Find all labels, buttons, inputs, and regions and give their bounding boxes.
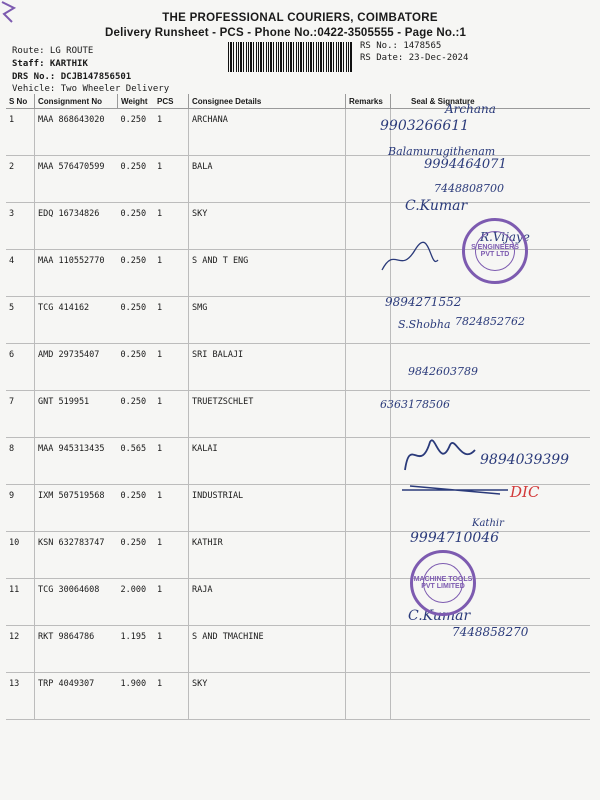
cell-consignee: RAJA [189,579,346,626]
cell-remarks [346,626,391,673]
cell-weight: 0.250 [118,156,155,203]
cell-remarks [346,673,391,720]
cell-consignment-no: MAA 576470599 [35,156,118,203]
cell-pcs: 1 [154,532,189,579]
company-seal-stamp-2 [410,550,476,616]
table-header-row [6,94,590,109]
vehicle-label: Vehicle: Two Wheeler Delivery [12,84,170,94]
drs-number: DRS No.: DCJB147856501 [12,72,132,82]
cell-consignee: KALAI [189,438,346,485]
signature-5: 9894271552 [385,295,462,309]
signature-4: R.Vijaye [480,230,530,244]
cell-sno: 9 [6,485,35,532]
cell-consignee: SKY [189,673,346,720]
company-seal-stamp [462,218,528,284]
signature-7: 9842603789 [408,365,478,378]
cell-pcs: 1 [154,626,189,673]
signature-6-name: S.Shobha [398,318,451,331]
col-remarks: Remarks [346,94,391,109]
struck-out-scribble [400,482,510,498]
signature-2-phone: 9994464071 [424,157,507,172]
cell-remarks [346,438,391,485]
cell-consignment-no: TRP 4049307 [35,673,118,720]
cell-weight: 0.250 [118,485,155,532]
cell-weight: 1.900 [118,673,155,720]
cell-pcs: 1 [154,485,189,532]
col-seal-signature: Seal & Signature [391,94,591,109]
cell-pcs: 1 [154,579,189,626]
table-row [6,579,590,626]
cell-sno: 2 [6,156,35,203]
document-subtitle: Delivery Runsheet - PCS - Phone No.:0422-3505555 - Page No.:1 [105,27,467,39]
cell-weight: 0.250 [118,203,155,250]
cell-consignment-no: MAA 110552770 [35,250,118,297]
cell-consignee: KATHIR [189,532,346,579]
cell-weight: 0.250 [118,532,155,579]
cell-consignment-no: AMD 29735407 [35,344,118,391]
signature-1-phone: 9903266611 [380,118,470,134]
cell-weight: 1.195 [118,626,155,673]
cell-pcs: 1 [154,203,189,250]
signature-11-phone: 9994710046 [410,530,500,546]
signature-8: 6363178506 [380,398,450,411]
cell-consignment-no: EDQ 16734826 [35,203,118,250]
cell-remarks [346,579,391,626]
signature-1-name: Archana [445,102,496,116]
cell-pcs: 1 [154,156,189,203]
cell-consignment-no: RKT 9864786 [35,626,118,673]
cell-pcs: 1 [154,391,189,438]
cell-remarks [346,344,391,391]
cell-weight: 0.250 [118,250,155,297]
cell-weight: 0.250 [118,109,155,156]
cell-consignment-no: IXM 507519568 [35,485,118,532]
table-row [6,391,590,438]
route-label: Route: LG ROUTE [12,46,94,56]
table-row [6,673,590,720]
cell-sno: 8 [6,438,35,485]
cell-sno: 7 [6,391,35,438]
cell-consignment-no: GNT 519951 [35,391,118,438]
staff-label: Staff: KARTHIK [12,59,88,69]
signature-11-name: Kathir [472,518,504,529]
cell-sno: 1 [6,109,35,156]
cell-weight: 0.250 [118,344,155,391]
barcode [228,42,353,72]
cell-pcs: 1 [154,250,189,297]
cell-consignee: SRI BALAJI [189,344,346,391]
cell-sno: 10 [6,532,35,579]
signature-3-name: C.Kumar [405,198,468,214]
document-title: THE PROFESSIONAL COURIERS, COIMBATORE [162,12,438,24]
cell-remarks [346,156,391,203]
rs-number: RS No.: 1478565 [360,41,442,51]
table-row [6,532,590,579]
cell-consignee: BALA [189,156,346,203]
cell-consignee: TRUETZSCHLET [189,391,346,438]
cell-consignee: SMG [189,297,346,344]
cell-weight: 0.250 [118,391,155,438]
cell-remarks [346,297,391,344]
signature-3-phone: 7448808700 [434,182,504,195]
cell-consignee: INDUSTRIAL [189,485,346,532]
cell-weight: 0.250 [118,297,155,344]
cell-sno: 12 [6,626,35,673]
signature-10-mark: DIC [510,483,540,501]
cell-consignee: SKY [189,203,346,250]
cell-consignee: S AND TMACHINE [189,626,346,673]
cell-consignee: ARCHANA [189,109,346,156]
cell-sno: 13 [6,673,35,720]
col-consignment: Consignment No [35,94,118,109]
col-weight: Weight [118,94,155,109]
cell-sno: 11 [6,579,35,626]
cell-seal-signature [391,673,591,720]
scribble-signature-9 [400,430,480,480]
scribble-signature-4 [380,240,440,280]
signature-6-phone: 7824852762 [455,315,525,328]
cell-consignment-no: KSN 632783747 [35,532,118,579]
signature-2-name: Balamurugithenam [388,145,496,158]
cell-consignment-no: MAA 868643020 [35,109,118,156]
col-pcs: PCS [154,94,189,109]
signature-13-phone: 7448858270 [452,625,529,639]
cell-pcs: 1 [154,109,189,156]
cell-sno: 3 [6,203,35,250]
rs-date: RS Date: 23-Dec-2024 [360,53,469,63]
signature-13-name: C.Kumar [408,608,471,624]
cell-weight: 2.000 [118,579,155,626]
table-row [6,109,590,156]
cell-sno: 4 [6,250,35,297]
cell-consignment-no: TCG 414162 [35,297,118,344]
seal-text-1: S ENGINEERS PVT LTD [471,244,519,258]
cell-consignment-no: TCG 30064608 [35,579,118,626]
cell-weight: 0.565 [118,438,155,485]
cell-pcs: 1 [154,438,189,485]
col-sno: S No [6,94,35,109]
cell-remarks [346,485,391,532]
cell-pcs: 1 [154,673,189,720]
col-consignee: Consignee Details [189,94,346,109]
cell-sno: 6 [6,344,35,391]
cell-consignment-no: MAA 945313435 [35,438,118,485]
cell-remarks [346,532,391,579]
signature-9: 9894039399 [480,452,570,468]
cell-pcs: 1 [154,344,189,391]
seal-text-2: MACHINE TOOLS PVT LIMITED [413,576,473,590]
cell-consignee: S AND T ENG [189,250,346,297]
cell-pcs: 1 [154,297,189,344]
cell-sno: 5 [6,297,35,344]
table-row [6,344,590,391]
